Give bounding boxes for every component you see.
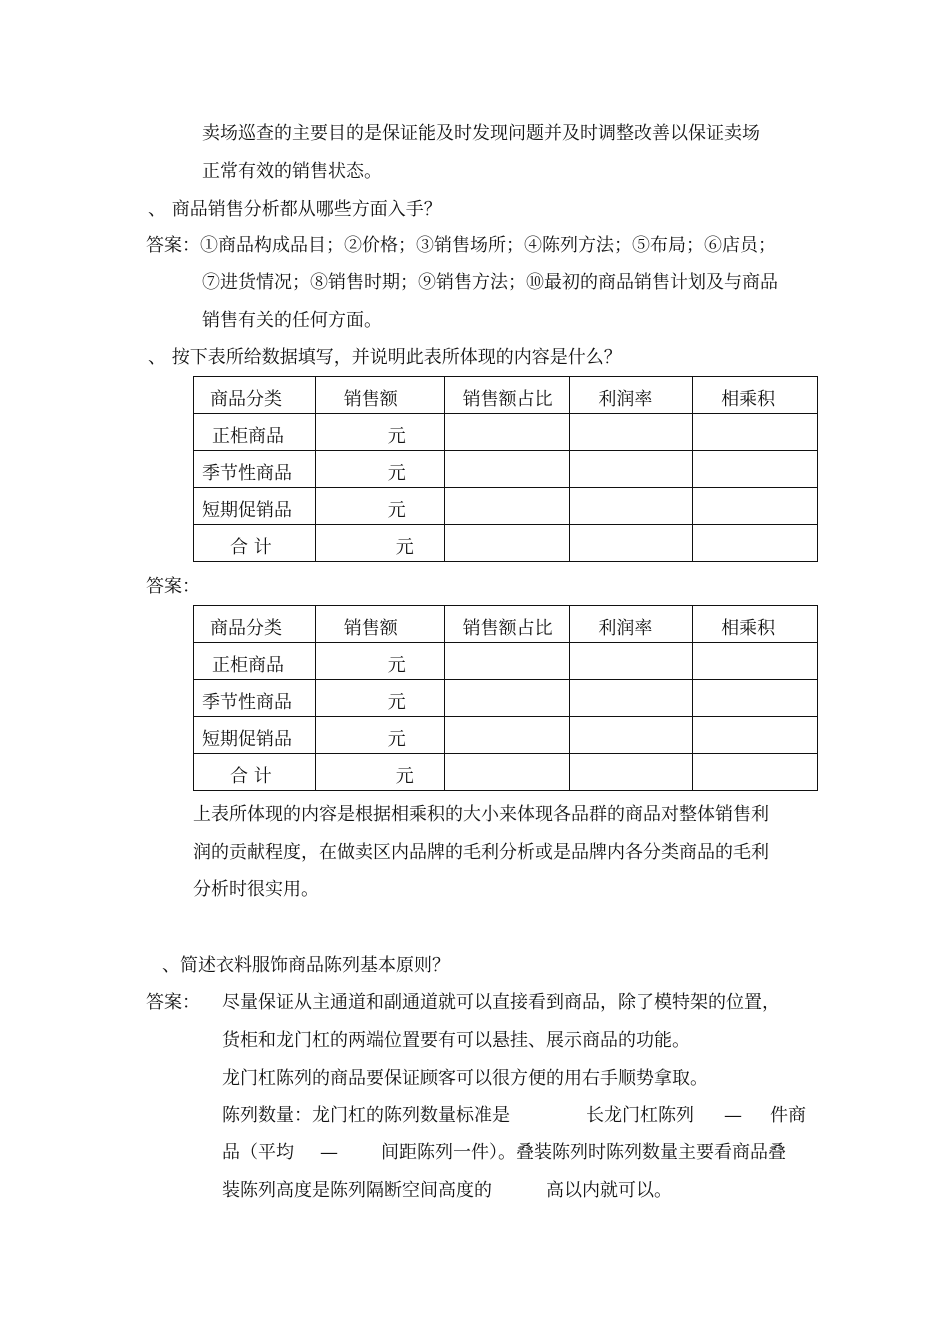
table-row: [194, 488, 818, 525]
empty-cell: [444, 754, 570, 791]
table-row: [194, 414, 818, 451]
text-line: 正常有效的销售状态。: [202, 161, 382, 182]
answer-line: 销售有关的任何方面。: [202, 310, 382, 331]
answer-line: ⑦进货情况；⑧销售时期；⑨销售方法；⑩最初的商品销售计划及与商品: [202, 272, 778, 293]
answer-line: 长龙门杠陈列: [586, 1105, 694, 1126]
total-label-cell: 合 计: [194, 525, 316, 562]
header-cell: 相乘积: [693, 377, 818, 414]
answer-line: 龙门杠陈列的商品要保证顾客可以很方便的用右手顺势拿取。: [222, 1068, 708, 1089]
empty-cell: [444, 414, 570, 451]
table-total-row: [194, 525, 818, 562]
empty-cell: [693, 717, 818, 754]
category-cell: 正柜商品: [194, 414, 316, 451]
total-label-cell: 合 计: [194, 754, 316, 791]
empty-cell: [444, 488, 570, 525]
answer-line: 尽量保证从主通道和副通道就可以直接看到商品，除了模特架的位置，: [222, 992, 780, 1013]
table-row: [194, 643, 818, 680]
sales-cell: 元: [315, 643, 444, 680]
empty-cell: [570, 451, 693, 488]
question-heading: 、 按下表所给数据填写，并说明此表所体现的内容是什么？: [148, 347, 622, 368]
header-cell: 销售额: [315, 377, 444, 414]
table-header-row: [194, 606, 818, 643]
header-cell: 商品分类: [194, 606, 316, 643]
answer-label: 答案：: [146, 576, 200, 597]
empty-cell: [444, 451, 570, 488]
header-cell: 利润率: [570, 606, 693, 643]
empty-cell: [570, 643, 693, 680]
answer-line: 货柜和龙门杠的两端位置要有可以悬挂、展示商品的功能。: [222, 1030, 690, 1051]
answer-label: 答案：: [146, 992, 200, 1013]
question-heading: 、简述衣料服饰商品陈列基本原则？: [162, 955, 450, 976]
empty-cell: [693, 451, 818, 488]
empty-cell: [693, 754, 818, 791]
empty-cell: [444, 680, 570, 717]
empty-cell: [570, 488, 693, 525]
empty-cell: [570, 525, 693, 562]
empty-cell: [693, 525, 818, 562]
sales-cell: 元: [315, 525, 444, 562]
answer-line: 间距陈列一件）。叠装陈列时陈列数量主要看商品叠: [381, 1142, 786, 1163]
answer-line: 品（平均: [222, 1142, 294, 1163]
empty-cell: [570, 717, 693, 754]
dash: —: [724, 1105, 742, 1126]
header-cell: 销售额: [315, 606, 444, 643]
question-heading: 、 商品销售分析都从哪些方面入手？: [148, 199, 442, 220]
table-header-row: [194, 377, 818, 414]
empty-cell: [570, 680, 693, 717]
answer-line: 装陈列高度是陈列隔断空间高度的: [222, 1180, 492, 1201]
table-row: [194, 680, 818, 717]
category-cell: 正柜商品: [194, 643, 316, 680]
header-cell: 商品分类: [194, 377, 316, 414]
empty-cell: [444, 525, 570, 562]
table-row: [194, 717, 818, 754]
empty-cell: [693, 488, 818, 525]
empty-cell: [693, 643, 818, 680]
sales-cell: 元: [315, 451, 444, 488]
empty-cell: [444, 643, 570, 680]
category-cell: 短期促销品: [194, 717, 316, 754]
sales-cell: 元: [315, 754, 444, 791]
sales-table-question: [193, 376, 818, 562]
answer-line: 陈列数量：龙门杠的陈列数量标准是: [222, 1105, 510, 1126]
empty-cell: [693, 680, 818, 717]
header-cell: 相乘积: [693, 606, 818, 643]
sales-cell: 元: [315, 717, 444, 754]
sales-cell: 元: [315, 414, 444, 451]
text-line: 卖场巡查的主要目的是保证能及时发现问题并及时调整改善以保证卖场: [202, 123, 760, 144]
answer-line: 答案：①商品构成品目；②价格；③销售场所；④陈列方法；⑤布局；⑥店员；: [146, 235, 776, 256]
explanation-line: 分析时很实用。: [193, 879, 319, 900]
category-cell: 季节性商品: [194, 680, 316, 717]
empty-cell: [570, 414, 693, 451]
dash: —: [320, 1142, 338, 1163]
header-cell: 销售额占比: [444, 606, 570, 643]
empty-cell: [693, 414, 818, 451]
sales-cell: 元: [315, 488, 444, 525]
header-cell: 销售额占比: [444, 377, 570, 414]
header-cell: 利润率: [570, 377, 693, 414]
empty-cell: [444, 717, 570, 754]
category-cell: 季节性商品: [194, 451, 316, 488]
sales-cell: 元: [315, 680, 444, 717]
empty-cell: [570, 754, 693, 791]
explanation-line: 上表所体现的内容是根据相乘积的大小来体现各品群的商品对整体销售利: [193, 804, 769, 825]
explanation-line: 润的贡献程度，在做卖区内品牌的毛利分析或是品牌内各分类商品的毛利: [193, 842, 769, 863]
table-row: [194, 451, 818, 488]
answer-line: 高以内就可以。: [546, 1180, 672, 1201]
answer-line: 件商: [770, 1105, 806, 1126]
sales-table-answer: [193, 605, 818, 791]
table-total-row: [194, 754, 818, 791]
category-cell: 短期促销品: [194, 488, 316, 525]
